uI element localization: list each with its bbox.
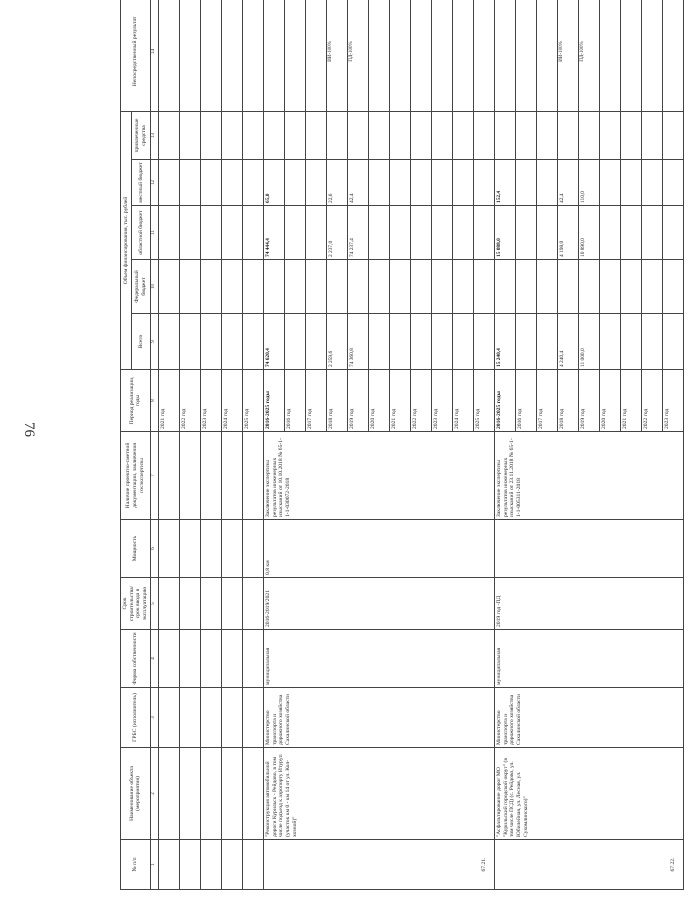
table-row	[158, 0, 179, 890]
period-cell: 2023 год	[431, 370, 452, 432]
local-cell: 22,6	[326, 160, 347, 206]
federal-cell	[662, 260, 683, 314]
result-cell	[536, 0, 557, 111]
period-cell: 2025 год	[473, 370, 494, 432]
local-cell: 152,4	[494, 160, 515, 206]
local-cell	[473, 160, 494, 206]
local-cell: 42,4	[347, 160, 368, 206]
period-cell: 2017 год	[536, 370, 557, 432]
local-cell	[536, 160, 557, 206]
empty-cell	[179, 160, 200, 206]
column-number: 1	[150, 840, 158, 890]
empty-cell	[179, 260, 200, 314]
documentation-cell: Заключение экспертизы результатов инженерных изысканий от 10.10.2018 № 65-1-1-1-030072-2018	[263, 432, 494, 520]
federal-cell	[620, 260, 641, 314]
empty-cell	[179, 0, 200, 111]
empty-cell	[242, 111, 263, 159]
federal-cell	[473, 260, 494, 314]
period-cell: 2017 год	[305, 370, 326, 432]
extra-cell	[410, 111, 431, 159]
column-number: 9	[150, 314, 158, 370]
empty-cell	[200, 840, 221, 890]
empty-cell	[158, 520, 179, 578]
total-cell	[431, 314, 452, 370]
result-cell	[410, 0, 431, 111]
column-number: 6	[150, 520, 158, 578]
empty-cell	[158, 0, 179, 111]
empty-cell	[200, 160, 221, 206]
empty-cell	[242, 206, 263, 260]
regional-cell	[536, 206, 557, 260]
empty-cell	[242, 840, 263, 890]
documentation-cell: Заключение экспертизы результатов инженерных изысканий от 23.11.2018 № 65-1-1-1-005311-2018	[494, 432, 683, 520]
total-cell	[389, 314, 410, 370]
empty-cell	[200, 688, 221, 748]
federal-cell	[410, 260, 431, 314]
empty-cell	[158, 432, 179, 520]
extra-cell	[578, 111, 599, 159]
page-number: 76	[21, 422, 37, 437]
header-form: Форма собственности	[121, 630, 151, 688]
column-number: 3	[150, 688, 158, 748]
empty-cell	[200, 206, 221, 260]
empty-cell	[221, 840, 242, 890]
local-cell	[452, 160, 473, 206]
regional-cell	[515, 206, 536, 260]
extra-cell	[557, 111, 578, 159]
period-cell: 2016-2025 годы	[263, 370, 284, 432]
extra-cell	[452, 111, 473, 159]
regional-cell	[641, 206, 662, 260]
local-cell	[620, 160, 641, 206]
extra-cell	[620, 111, 641, 159]
header-no: № п/п	[121, 840, 151, 890]
period-cell: 2025 год	[242, 370, 263, 432]
table-body	[158, 0, 683, 890]
local-cell	[410, 160, 431, 206]
period-cell: 2016-2025 годы	[494, 370, 515, 432]
table-row	[242, 0, 263, 890]
period-cell: 2022 год	[410, 370, 431, 432]
regional-cell: 74 237,4	[347, 206, 368, 260]
total-cell	[536, 314, 557, 370]
period-cell: 2018 год	[557, 370, 578, 432]
empty-cell	[179, 520, 200, 578]
table-row	[494, 0, 515, 890]
result-cell	[452, 0, 473, 111]
grbs-cell: Министерство транспорта и дорожного хозяйства Сахалинской области	[494, 688, 683, 748]
empty-cell	[221, 260, 242, 314]
local-cell: 42,4	[557, 160, 578, 206]
object-name-cell: "Асфальтирование дорог МО "Курильский городской округ" (в том числе ПСД) (с. Рейдово, ул. Юбилейная, ул. Лесная, ул. Сухомлинского)"	[494, 748, 683, 840]
period-cell: 2018 год	[326, 370, 347, 432]
ownership-form-cell: муниципальная	[494, 630, 683, 688]
result-cell: ИИ-100%	[557, 0, 578, 111]
finance-table	[120, 0, 684, 890]
extra-cell	[515, 111, 536, 159]
empty-cell	[242, 520, 263, 578]
total-cell	[473, 314, 494, 370]
column-number: 11	[150, 206, 158, 260]
local-cell: 110,0	[578, 160, 599, 206]
term-cell: 2019 год -ПД	[494, 578, 683, 630]
empty-cell	[179, 314, 200, 370]
empty-cell	[242, 160, 263, 206]
column-number: 8	[150, 370, 158, 432]
table-row	[179, 0, 200, 890]
regional-cell	[620, 206, 641, 260]
ownership-form-cell: муниципальная	[263, 630, 494, 688]
empty-cell	[221, 520, 242, 578]
regional-cell: 74 444,4	[263, 206, 284, 260]
result-cell	[620, 0, 641, 111]
empty-cell	[221, 160, 242, 206]
local-cell	[389, 160, 410, 206]
result-cell	[263, 0, 284, 111]
period-cell: 2021 год	[620, 370, 641, 432]
total-cell	[515, 314, 536, 370]
table-row	[200, 0, 221, 890]
period-cell: 2019 год	[347, 370, 368, 432]
regional-cell: 15 088,0	[494, 206, 515, 260]
period-cell: 2022 год	[641, 370, 662, 432]
federal-cell	[389, 260, 410, 314]
federal-cell	[431, 260, 452, 314]
result-cell: ИИ-100%	[326, 0, 347, 111]
empty-cell	[221, 314, 242, 370]
column-number: 12	[150, 160, 158, 206]
federal-cell	[536, 260, 557, 314]
result-cell: ПД-100%	[578, 0, 599, 111]
total-cell	[410, 314, 431, 370]
column-number: 4	[150, 630, 158, 688]
extra-cell	[536, 111, 557, 159]
extra-cell	[473, 111, 494, 159]
regional-cell	[410, 206, 431, 260]
period-cell: 2021 год	[389, 370, 410, 432]
federal-cell	[347, 260, 368, 314]
total-cell: 74 620,4	[263, 314, 284, 370]
empty-cell	[158, 688, 179, 748]
empty-cell	[242, 688, 263, 748]
empty-cell	[179, 688, 200, 748]
header-grbs: ГРБС (исполнитель)	[121, 688, 151, 748]
extra-cell	[389, 111, 410, 159]
total-cell	[305, 314, 326, 370]
empty-cell	[158, 840, 179, 890]
period-cell: 2024 год	[452, 370, 473, 432]
result-cell	[641, 0, 662, 111]
header-federal: Федеральный бюджет	[132, 260, 151, 314]
local-cell	[305, 160, 326, 206]
empty-cell	[158, 630, 179, 688]
federal-cell	[305, 260, 326, 314]
empty-cell	[242, 432, 263, 520]
federal-cell	[578, 260, 599, 314]
result-cell	[599, 0, 620, 111]
empty-cell	[158, 314, 179, 370]
regional-cell	[368, 206, 389, 260]
period-cell: 2023 год	[662, 370, 683, 432]
result-cell	[494, 0, 515, 111]
header-term: Срок строительства/ срок ввода в эксплуатацию	[121, 578, 151, 630]
header-total: Всего	[132, 314, 151, 370]
period-cell: 2020 год	[599, 370, 620, 432]
local-cell	[641, 160, 662, 206]
row-number-cell: 67.21.	[263, 840, 494, 890]
empty-cell	[242, 748, 263, 840]
extra-cell	[494, 111, 515, 159]
regional-cell	[662, 206, 683, 260]
federal-cell	[452, 260, 473, 314]
federal-cell	[368, 260, 389, 314]
local-cell	[284, 160, 305, 206]
total-cell: 74 360,8	[347, 314, 368, 370]
empty-cell	[158, 578, 179, 630]
empty-cell	[200, 260, 221, 314]
federal-cell	[515, 260, 536, 314]
empty-cell	[179, 578, 200, 630]
column-number: 2	[150, 748, 158, 840]
result-cell	[368, 0, 389, 111]
empty-cell	[200, 432, 221, 520]
result-cell	[515, 0, 536, 111]
regional-cell	[389, 206, 410, 260]
total-cell: 11 000,0	[578, 314, 599, 370]
extra-cell	[431, 111, 452, 159]
empty-cell	[221, 748, 242, 840]
total-cell: 15 240,4	[494, 314, 515, 370]
empty-cell	[179, 630, 200, 688]
total-cell	[599, 314, 620, 370]
total-cell	[368, 314, 389, 370]
empty-cell	[242, 260, 263, 314]
header-local: местный бюджет	[132, 160, 151, 206]
local-cell	[368, 160, 389, 206]
regional-cell	[305, 206, 326, 260]
empty-cell	[179, 206, 200, 260]
empty-cell	[179, 432, 200, 520]
result-cell	[389, 0, 410, 111]
table-row	[221, 0, 242, 890]
empty-cell	[221, 206, 242, 260]
local-cell	[599, 160, 620, 206]
extra-cell	[305, 111, 326, 159]
extra-cell	[284, 111, 305, 159]
finance-table-sheet	[120, 16, 677, 890]
regional-cell	[431, 206, 452, 260]
period-cell: 2022 год	[179, 370, 200, 432]
extra-cell	[662, 111, 683, 159]
empty-cell	[200, 0, 221, 111]
period-cell: 2020 год	[368, 370, 389, 432]
federal-cell	[284, 260, 305, 314]
extra-cell	[263, 111, 284, 159]
regional-cell: 4 198,0	[557, 206, 578, 260]
regional-cell	[473, 206, 494, 260]
header-doc: Наличие проектно-сметной документации, заключения госэкспертизы	[121, 432, 151, 520]
empty-cell	[200, 314, 221, 370]
empty-cell	[158, 111, 179, 159]
period-cell: 2019 год	[578, 370, 599, 432]
federal-cell	[326, 260, 347, 314]
period-cell: 2024 год	[221, 370, 242, 432]
period-cell: 2016 год	[284, 370, 305, 432]
empty-cell	[221, 578, 242, 630]
federal-cell	[557, 260, 578, 314]
table-row	[263, 0, 284, 890]
empty-cell	[200, 520, 221, 578]
capacity-cell: 0,8 км	[263, 520, 494, 578]
period-cell: 2021 год	[158, 370, 179, 432]
total-cell	[620, 314, 641, 370]
federal-cell	[599, 260, 620, 314]
grbs-cell: Министерство транспорта и дорожного хозяйства Сахалинской области	[263, 688, 494, 748]
period-cell: 2023 год	[200, 370, 221, 432]
total-cell	[641, 314, 662, 370]
federal-cell	[641, 260, 662, 314]
header-period: Период реализации, годы	[121, 370, 151, 432]
regional-cell: 2 237,0	[326, 206, 347, 260]
result-cell	[305, 0, 326, 111]
empty-cell	[158, 206, 179, 260]
header-capacity: Мощность	[121, 520, 151, 578]
empty-cell	[158, 748, 179, 840]
empty-cell	[242, 314, 263, 370]
result-cell: ПД-100%	[347, 0, 368, 111]
empty-cell	[200, 111, 221, 159]
federal-cell	[494, 260, 515, 314]
regional-cell: 10 890,0	[578, 206, 599, 260]
header-regional: областной бюджет	[132, 206, 151, 260]
total-cell: 2 259,6	[326, 314, 347, 370]
extra-cell	[368, 111, 389, 159]
total-cell	[452, 314, 473, 370]
result-cell	[473, 0, 494, 111]
local-cell	[515, 160, 536, 206]
column-number: 10	[150, 260, 158, 314]
empty-cell	[200, 630, 221, 688]
column-number: 5	[150, 578, 158, 630]
column-number: 14	[150, 0, 158, 111]
empty-cell	[221, 432, 242, 520]
empty-cell	[158, 160, 179, 206]
total-cell: 4 240,4	[557, 314, 578, 370]
local-cell: 65,0	[263, 160, 284, 206]
extra-cell	[326, 111, 347, 159]
result-cell	[662, 0, 683, 111]
empty-cell	[221, 0, 242, 111]
total-cell	[284, 314, 305, 370]
empty-cell	[242, 630, 263, 688]
federal-cell	[263, 260, 284, 314]
regional-cell	[599, 206, 620, 260]
total-cell	[662, 314, 683, 370]
capacity-cell	[494, 520, 683, 578]
object-name-cell: "Реконструкция автомобильной дороги Курильск - Рейдово, в том числе подъезд к аэропорту Итуруп (участок км 0 - км 14 от ул. Кол-хозной)"	[263, 748, 494, 840]
empty-cell	[158, 260, 179, 314]
column-number: 13	[150, 111, 158, 159]
empty-cell	[242, 578, 263, 630]
term-cell: 2016-2019/2021	[263, 578, 494, 630]
empty-cell	[221, 111, 242, 159]
regional-cell	[452, 206, 473, 260]
empty-cell	[179, 840, 200, 890]
empty-cell	[242, 0, 263, 111]
result-cell	[431, 0, 452, 111]
column-number: 7	[150, 432, 158, 520]
header-name: Наименование объекта (мероприятия)	[121, 748, 151, 840]
extra-cell	[641, 111, 662, 159]
empty-cell	[221, 688, 242, 748]
header-finance-group: Объем финансирования, тыс. рублей	[121, 111, 132, 369]
header-extra: привлеченные средства	[132, 111, 151, 159]
row-number-cell: 67.22.	[494, 840, 683, 890]
local-cell	[662, 160, 683, 206]
empty-cell	[200, 578, 221, 630]
period-cell: 2016 год	[515, 370, 536, 432]
empty-cell	[179, 111, 200, 159]
result-cell	[284, 0, 305, 111]
column-number-row	[150, 0, 158, 890]
regional-cell	[284, 206, 305, 260]
local-cell	[431, 160, 452, 206]
extra-cell	[347, 111, 368, 159]
empty-cell	[221, 630, 242, 688]
empty-cell	[200, 748, 221, 840]
empty-cell	[179, 748, 200, 840]
header-result: Непосредственный результат	[121, 0, 151, 111]
extra-cell	[599, 111, 620, 159]
